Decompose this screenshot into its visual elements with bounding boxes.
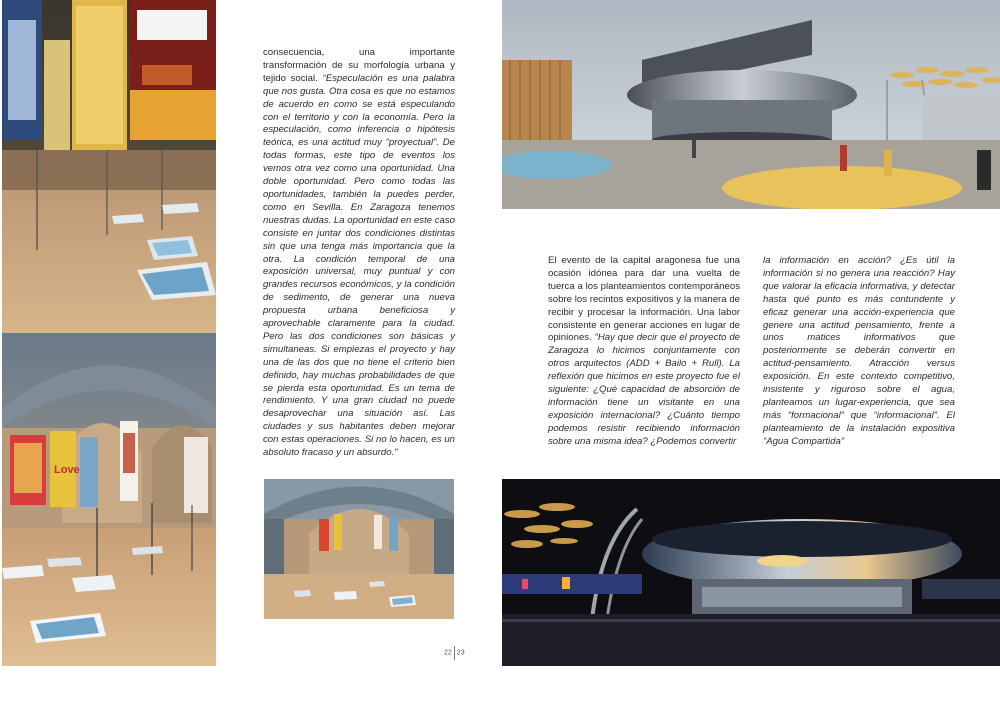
poster-love-text: Love <box>54 464 80 476</box>
page-number-right: 23 <box>456 649 465 657</box>
text-column-left <box>263 47 455 460</box>
photo-vaulted-hall <box>2 333 216 666</box>
right-column-quote: la información en acción? ¿Es útil la información si no genera una reacción? Hay que valorar la eficacia informativa, y detectar hasta qué punto es más contundente y eficaz generar una acción-experiencia que genere una actitud pensamiento, frente a unos matices informativos que posteriormente se deberán convertir en actitud-pensamiento. Atracción versus exposición. En este contexto competitivo, insistente y riguroso sobre el agua, planteamos un lugar-experiencia, que sea más “formacional” que “informacional”. El planteamiento de la instalación expositiva “Agua Compartida” <box>763 255 955 447</box>
photo-expo-pavilion-night <box>502 479 1000 666</box>
text-column-middle <box>548 255 740 449</box>
left-column-quote: “Especulación es una palabra que nos gusta. Otra cosa es que no estamos de acuerdo en como se está especulando con el territorio y con la economía. Pero la especulación, como inferencia o hipótesis teórica, es una actitud muy “proyectual”. De todas formas, este tipo de eventos los vemos otra vez como una oportunidad. Una doble oportunidad. Pero como todas las oportunidades, también la puedes perder, como en Sevilla. En Zaragoza tenemos nuestras dudas. La oportunidad en este caso consiste en juntar dos condiciones distintas sin que una tenga más importancia que la otra. La condición temporal de una exposición universal, muy puntual y con grandes recursos económicos, y la condición de sedimento, de generar una nueva propuesta urbana beneficiosa y aprovechable claramente para la ciudad. Pero las dos condiciones son básicas y simultaneas. Si empiezas el proyecto y hay una de las dos que no tiene el criterio bien definido, hay muchas probabilidades de que se pierda esta oportunidad. Es un tema de rendimiento. Y una gran ciudad no puede desaprovechar una situación así. Las ciudades y sus habitantes deben mejorar con estas operaciones. Si no lo hacen, es un absoluto fracaso y un absurdo.” <box>263 72 456 459</box>
middle-column-quote: “Hay que decir que el proyecto de Zaragoza lo hicimos conjuntamente con otros arquitectos (ADD + Bailo + Rull). La reflexión que hicimos en este proyecto fue el siguiente: ¿Qué capacidad de absorción de información tiene un visitante en una exposición internacional? ¿Cuánto tiempo podemos resistir recibiendo información sobre una misma idea? ¿Podemos convertir <box>548 332 740 447</box>
left-column-lead: consecuencia, una importante transformación de su morfología urbana y tejido social. <box>263 47 455 84</box>
page-number-left: 22 <box>444 649 452 657</box>
photo-vaulted-hall-small <box>264 479 454 619</box>
page-number-divider <box>454 646 455 660</box>
photo-sand-exhibition <box>2 0 216 333</box>
middle-column-lead: El evento de la capital aragonesa fue una ocasión idónea para dar una vuelta de tuerca a los planteamientos contemporáneos sobre los recintos expositivos y la manera de recibir y procesar la información. Una labor consistente en generar acciones en lugar de opiniones. <box>548 255 740 344</box>
page-numbers <box>444 646 465 660</box>
photo-expo-pavilion-day <box>502 0 1000 209</box>
text-column-right <box>763 255 955 449</box>
